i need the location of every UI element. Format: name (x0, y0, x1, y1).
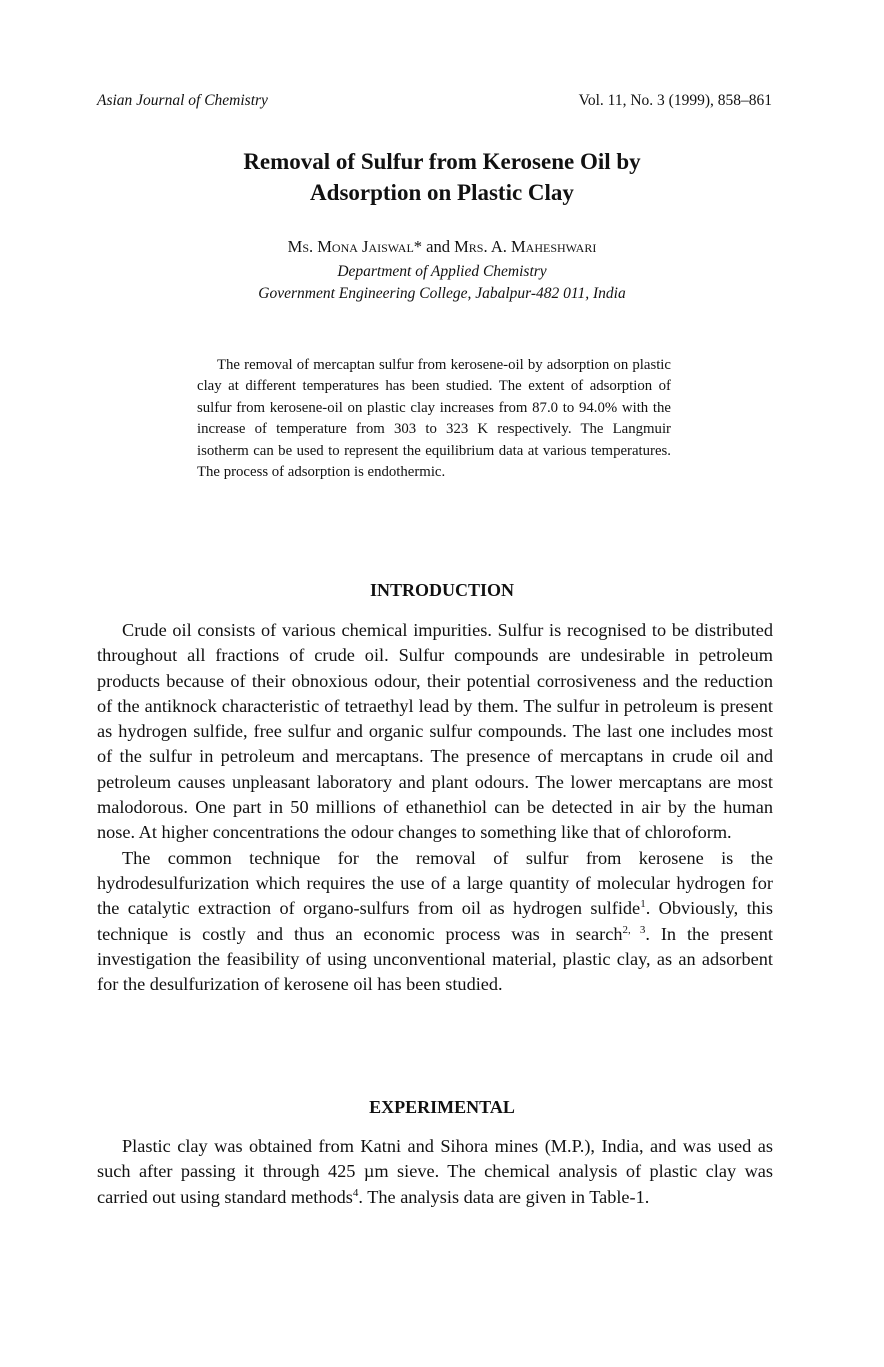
affiliation (0, 261, 884, 305)
intro-p2-text-b: . Obviously, this technique is costly and thus an economic process was in search (97, 898, 773, 944)
introduction-body (97, 618, 773, 997)
exp-p1-text-b: . The analysis data are given in Table-1. (358, 1186, 650, 1207)
title-line-2: Adsorption on Plastic Clay (310, 180, 574, 205)
institution: Government Engineering College, Jabalpur-482 011, India (258, 285, 626, 302)
abstract: The removal of mercaptan sulfur from kerosene-oil by adsorption on plastic clay at different temperatures has been studied. The extent of adsorption of sulfur from kerosene-oil on plastic clay increases from 87.0 to 94.0% with the increase of temperature from 303 to 323 K respectively. The Langmuir isotherm can be used to represent the equilibrium data at various temperatures. The process of adsorption is endothermic. (197, 357, 671, 481)
citation-ref-2-3: 2, 3 (622, 923, 646, 936)
exp-paragraph-1 (97, 1134, 773, 1210)
department: Department of Applied Chemistry (337, 263, 547, 280)
intro-p2-text-c: . In the present investigation the feasibility of using unconventional material, plastic clay, as an adsorbent for the desulfurization of kerosene oil has been studied. (97, 923, 774, 995)
exp-p1-text-a: Plastic clay was obtained from Katni and Sihora mines (M.P.), India, and was used as such after passing it through 425 µm sieve. The chemical analysis of plastic clay was carried out using standard methods (97, 1136, 773, 1207)
experimental-heading: EXPERIMENTAL (369, 1097, 515, 1117)
citation-ref-4: 4 (352, 1186, 359, 1199)
intro-paragraph-2 (97, 846, 773, 998)
author-2: Mrs. A. Maheshwari (454, 237, 597, 256)
volume-info: Vol. 11, No. 3 (1999), 858–861 (578, 92, 772, 109)
intro-paragraph-1: Crude oil consists of various chemical impurities. Sulfur is recognised to be distributed throughout all fractions of crude oil. Sulfur compounds are undesirable in petroleum products because of their obnoxious odour, their potential corrosiveness and the reduction of the antiknock characteristic of tetraethyl lead by them. The sulfur in petroleum is present as hydrogen sulfide, free sulfur and organic sulfur compounds. The last one includes most of the sulfur in petroleum and mercaptans. The presence of mercaptans in crude oil and petroleum causes unpleasant laboratory and plant odours. The lower mercaptans are most malodorous. One part in 50 millions of ethanethiol can be detected in air by the human nose. At higher concentrations the odour changes to something like that of chloroform. (97, 620, 773, 843)
citation-ref-1: 1 (640, 898, 646, 911)
title-line-1: Removal of Sulfur from Kerosene Oil by (243, 149, 641, 174)
intro-p2-text-a: The common technique for the removal of sulfur from kerosene is the hydrodesulfurization which requires the use of a large quantity of molecular hydrogen for the catalytic extraction of organo-sulfurs from oil as hydrogen sulfide (97, 847, 773, 919)
author-conjunction: and (422, 237, 455, 256)
author-list (0, 237, 884, 257)
introduction-heading: INTRODUCTION (369, 580, 515, 600)
journal-name: Asian Journal of Chemistry (97, 92, 268, 109)
experimental-body (97, 1134, 773, 1210)
author-1: Ms. Mona Jaiswal* (287, 237, 423, 256)
paper-title (0, 146, 884, 208)
